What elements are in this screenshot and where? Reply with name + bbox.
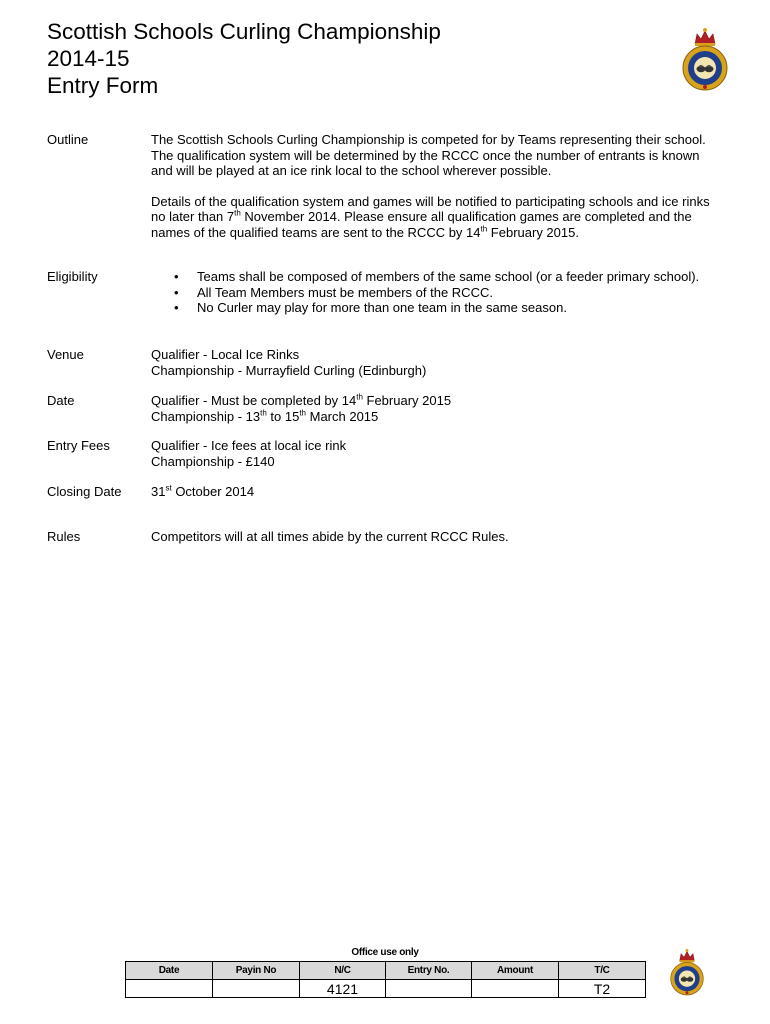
list-item: • No Curler may play for more than one team in the same season. [151, 300, 719, 316]
header-payin-no: Payin No [213, 962, 300, 980]
date-label: Date [47, 393, 75, 408]
office-use-title: Office use only [351, 947, 419, 958]
cell-nc[interactable]: 4121 [300, 980, 386, 998]
rccc-crest-icon [667, 946, 707, 998]
list-item: • All Team Members must be members of the RCCC. [151, 285, 719, 301]
closing-date-label: Closing Date [47, 484, 122, 499]
header-nc: N/C [300, 962, 386, 980]
cell-amount[interactable] [472, 980, 559, 998]
entry-fees-content [151, 438, 723, 469]
venue-line-2: Championship - Murrayfield Curling (Edinburgh) [151, 362, 427, 378]
outline-label: Outline [47, 132, 89, 147]
venue-label: Venue [47, 347, 84, 362]
entry-fees-label: Entry Fees [47, 438, 110, 453]
closing-date-value: 31st October 2014 [151, 483, 255, 499]
table-header-row [126, 962, 646, 980]
eligibility-label: Eligibility [47, 269, 98, 284]
eligibility-content [151, 269, 719, 316]
eligibility-list [151, 269, 719, 316]
date-line-2: Championship - 13th to 15th March 2015 [151, 408, 379, 424]
title-line-1: Scottish Schools Curling Championship [47, 19, 441, 44]
venue-line-1: Qualifier - Local Ice Rinks [151, 347, 300, 362]
page-title [47, 18, 441, 99]
outline-paragraph-1: The Scottish Schools Curling Championship is competed for by Teams representing their school. The qualification system will be determined by the RCCC once the number of entrants is known and will be played at an ice rink local to the school wherever possible. [151, 132, 706, 178]
title-line-3: Entry Form [47, 73, 159, 98]
entry-fees-line-1: Qualifier - Ice fees at local ice rink [151, 438, 347, 453]
header-date: Date [126, 962, 213, 980]
cell-tc[interactable]: T2 [559, 980, 646, 998]
outline-paragraph-2: Details of the qualification system and games will be notified to participating schools and ice rinks no later than 7th November 2014. Please ensure all qualification games are completed and the names of the qualified teams are sent to the RCCC by 14th February 2015. [151, 193, 710, 240]
cell-date[interactable] [126, 980, 213, 998]
date-content [151, 393, 723, 424]
venue-content [151, 347, 723, 378]
office-use-table [125, 961, 646, 998]
closing-date-content [151, 484, 723, 500]
date-line-1: Qualifier - Must be completed by 14th February 2015 [151, 392, 452, 408]
rules-value: Competitors will at all times abide by the current RCCC Rules. [151, 529, 509, 544]
header-tc: T/C [559, 962, 646, 980]
header-amount: Amount [472, 962, 559, 980]
entry-fees-line-2: Championship - £140 [151, 453, 275, 469]
table-row [126, 980, 646, 998]
office-use-block [125, 947, 645, 998]
title-line-2: 2014-15 [47, 46, 130, 71]
rules-label: Rules [47, 529, 81, 544]
cell-entry-no[interactable] [386, 980, 472, 998]
header-entry-no: Entry No. [386, 962, 472, 980]
rules-content [151, 529, 723, 545]
list-item: • Teams shall be composed of members of the same school (or a feeder primary school). [151, 269, 719, 285]
cell-payin-no[interactable] [213, 980, 300, 998]
rccc-crest-icon [678, 26, 732, 92]
outline-content [151, 132, 723, 240]
